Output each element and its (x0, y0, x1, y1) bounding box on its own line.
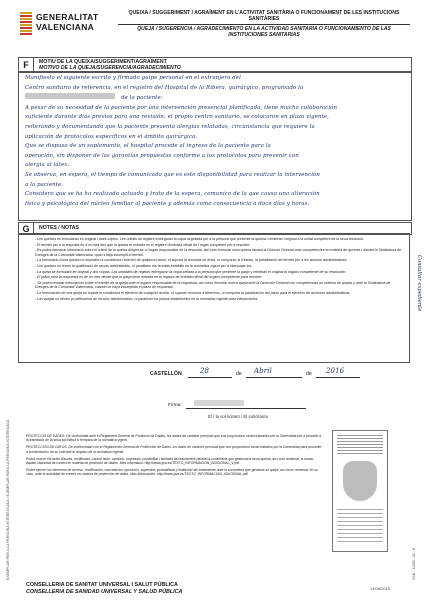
date-de2: de (306, 371, 312, 377)
section-f-title-ca: MOTIU DE LA QUEIXA/SUGGERIMENT/AGRAÏMENT (39, 58, 167, 65)
redacted-signature (194, 400, 244, 406)
complaint-line: a la paciente. (25, 181, 64, 188)
coat-of-arms-icon (343, 461, 377, 501)
note-item: - La queja se formulará en original y dos copias. Las unidades de registro entregarán la copia sellada a la persona que presente la queja y remitirán el original al órgano competente de su resolución. (35, 269, 347, 274)
place-label: CASTELLÓN (150, 371, 182, 377)
date-de1: de (236, 371, 242, 377)
complaint-line: Manifiesto el siguiente escrito y firmado guipe personal en el extranjero del (25, 75, 241, 81)
note-item: - Las quejas no tienen la calificación de recurso administrativo, ni paralizan los plazos establecidos en la normativa vigente para interponerlos. (35, 296, 259, 301)
note-item: - Es podrà demanar informació sobre el tràmit de la queixa dirigint-se a l'òrgan responsable de la resposta, així com formular nova queixa davant la Direcció General amb competències en matèria de queixes i davant la Sindicatura de Greuges de la Comunitat Valenciana, quan s'haja incomplit el termini. (35, 248, 402, 257)
complaint-line: Considero que se ha ha realizado actuado y trato de la espera, comunico de la que causa una alteración (25, 191, 320, 198)
note-item: - Les queixes no tenen la qualificació de recurs administratiu, ni paralitzen els terminis establits en la normativa vigent per a interposar-los. (35, 264, 253, 269)
section-f-title-es: MOTIVO DE LA QUEJA/SUGERENCIA/AGRADECIMIENTO (39, 64, 181, 71)
handwritten-margin-note: Consultar expediente (416, 255, 422, 312)
date-year: 2016 (326, 367, 345, 375)
complaint-line: reiterando y documentando que la paciente presenta alergias relatadas, circunstancia que requiere la (25, 123, 315, 130)
complaint-line: Centro sanitario de referencia, en el registro del Hospital de la Ribera, quirúrgico, programado la (25, 84, 304, 91)
complaint-line: alergia al látex. (25, 162, 70, 169)
complaint-line: A pesar de su necesidad de la paciente por una intervención presencial planificada, tiene mucha colaboración (25, 104, 338, 111)
section-g-letter: G (22, 223, 30, 234)
note-item: - El termini per a la resposta és d'un mes des que la queixa té entrada en el registre d'entrada oficial de l'òrgan competent per a resoldre. (35, 242, 251, 247)
signature-caption: El / la sol·licitant / El solicitante (208, 414, 269, 419)
registry-stamp-box (332, 430, 388, 552)
notes-body (18, 233, 410, 363)
note-item: - La formulació d'una queixa no impedeix ni condiciona l'exercici de qualsevol acció, ni suposa la renúncia de drets, ni comporta, si s'escau, la paralització del termini per a les accions administratives. (35, 258, 348, 263)
complaint-text (25, 74, 405, 218)
date-day: 28 (200, 367, 210, 375)
footer-date: 14/06/2015 (370, 586, 391, 591)
complaint-line: de la paciente: (25, 93, 405, 104)
section-f-letter: F (23, 60, 29, 70)
footer-conselleria-es: CONSELLERIA DE SANIDAD UNIVERSAL Y SALUD PÚBLICA (26, 589, 183, 595)
redacted-name (25, 93, 115, 99)
data-protection-text (26, 434, 322, 480)
header-divider (118, 24, 410, 25)
legal-paragraph: Podrá ejercer los derechos de acceso, rectificación, cancelación, oposición, supresión, portabilidad y limitación del tratamiento ante la conselleria que gestiona su queja, así como reclamar, en su caso, ante la autoridad de control en materia de protección de datos. Más información: http://www.gva.es/TEXTO_INFORMACION_ADICIONAL.pdf (26, 468, 318, 477)
stamp-text-lines (337, 435, 383, 455)
complaint-line: suficiente durante días previos para una revisión, el propio centro sanitario, se colocaron en plazo vigente, (25, 114, 329, 121)
stamp-lines (337, 509, 383, 545)
section-g-title: NOTES / NOTAS (39, 225, 79, 231)
date-month: Abril (254, 367, 272, 375)
note-item: - El plazo para la respuesta es de un mes desde que la queja tiene entrada en el registro de entrada oficial del órgano competente para resolver. (35, 275, 263, 280)
right-margin-code: SAN - 16/05 - 02 - E (412, 547, 416, 580)
header-title-ca: QUEIXA / SUGGERIMENT / AGRAÏMENT EN L'ACTIVITAT SANITÀRIA O FUNCIONAMENT DE LES INSTITUCIONS SANITÀRIES (128, 10, 400, 23)
left-margin-copy-label: EXEMPLAR PER A LA PERSONA INTERESSADA / EJEMPLAR PARA LA PERSONA INTERESADA (6, 419, 10, 580)
complaint-line: aplicación de protocolos específicos en el ámbito quirúrgico. (25, 133, 198, 140)
footer-conselleria-ca: CONSELLERIA DE SANITAT UNIVERSAL I SALUT PÚBLICA (26, 582, 178, 588)
complaint-line: física y psicológica del núcleo familiar al paciente y además como consecuencia a doce días y horas. (25, 200, 310, 207)
generalitat-logo (20, 8, 106, 52)
footer (26, 582, 182, 596)
firma-label: Firma: (168, 403, 182, 408)
complaint-line: Que se dispuso de un suplemento, el hospital procede al ingreso de la paciente para la (25, 143, 271, 150)
note-item: - La formulación de una queja no impide ni condiciona el ejercicio de cualquier acción, ni supone renuncia a derechos, ni comporta la paralización del plazo para el ejercicio de acciones administrativas. (35, 291, 351, 296)
signature-line (150, 400, 320, 412)
complaint-line: operación, sin disponer de las garantías propuestas conforme a los protocolos para prevenir con (25, 152, 299, 159)
org-name-line2: VALENCIANA (36, 22, 95, 32)
legal-paragraph: PROTECCIÓN DE DATOS. De conformidad con el Reglamento General de Protección de Datos, los datos de carácter personal que nos proporcione serán tratados por la Generalitat para proceder a la tramitación de su solicitud al amparo de la normativa vigente. (26, 445, 322, 454)
complaint-line: Se observa, en espera, el tiempo de comunicado que es este disponibilidad para realizar la intervención (25, 171, 320, 178)
note-item: - Se podrá recabar información sobre el trámite de la queja ante el órgano responsable de la respuesta, así como formular nueva queja ante la Dirección General con competencias en materia de quejas y ante la Sindicatura de Greuges de la Comunitat Valenciana, cuando se haya incumplido el plazo de respuesta. (35, 281, 391, 290)
form-header (118, 10, 410, 39)
note-item: - Les queixes es formularan en original i dues còpies. Les unitats de registre entregaran la còpia segellada per a la persona que presente la queixa i remetran l'original a la unitat competent de la seua resolució. (35, 237, 364, 241)
header-title-es: QUEJA / SUGERENCIA / AGRADECIMIENTO EN LA ACTIVIDAD SANITARIA O FUNCIONAMIENTO DE LAS INSTITUCIONES SANITARIAS (137, 25, 391, 39)
legal-paragraph: Podrà exercir els drets d'accés, rectificació, cancel·lació, oposició, supressió, portabilitat i limitació del tractament davant la conselleria que gestiona la seua queixa, així com reclamar, si escau, davant l'autoritat de control en matèria de protecció de dades. Més informació: http://www.gva.es/TEXTO_INFORMACION_ADICIONAL_V.pdf (26, 456, 315, 466)
place-date-line (150, 367, 390, 381)
section-f-body (18, 71, 412, 221)
legal-paragraph: PROTECCIÓ DE DADES. De conformitat amb el Reglament General de Protecció de Dades, les dades de caràcter personal que ens proporcione seran tractades per la Generalitat per a procedir a la tramitació de la seua sol·licitud a l'empara de la normativa vigent. (26, 434, 322, 443)
org-name-line1: GENERALITAT (36, 12, 99, 22)
senyera-icon (20, 12, 32, 36)
